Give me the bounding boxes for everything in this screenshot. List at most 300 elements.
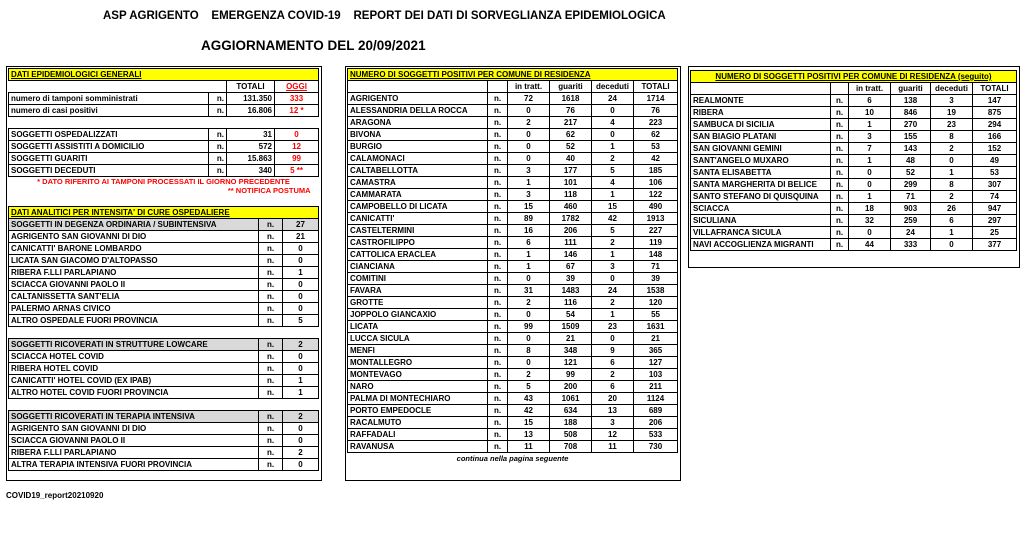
note-double-asterisk: ** NOTIFICA POSTUMA	[227, 186, 311, 195]
comune-row	[348, 393, 678, 405]
general-row	[9, 105, 319, 117]
general-row-n: n.	[209, 129, 227, 141]
comune-n: n.	[488, 249, 508, 261]
comune-totali: 490	[634, 201, 678, 213]
comune-row	[691, 215, 1017, 227]
general-row-n: n.	[209, 153, 227, 165]
comuni2-title: NUMERO DI SOGGETTI POSITIVI PER COMUNE DI RESIDENZA (seguito)	[691, 71, 1017, 83]
comune-totali: 689	[634, 405, 678, 417]
comune-row	[348, 237, 678, 249]
comune-name: MONTALLEGRO	[348, 357, 488, 369]
hospital-item-n: n.	[259, 423, 283, 435]
comune-in-tratt: 16	[508, 225, 550, 237]
hospital-item-label: RIBERA HOTEL COVID	[9, 363, 259, 375]
general-row-label: numero di tamponi somministrati	[9, 93, 209, 105]
hospital-item-n: n.	[259, 255, 283, 267]
comune-guariti: 54	[550, 309, 592, 321]
comune-row	[348, 441, 678, 453]
comune-deceduti: 8	[931, 179, 973, 191]
comune-in-tratt: 1	[849, 119, 891, 131]
comune-row	[691, 155, 1017, 167]
comune-n: n.	[831, 239, 849, 251]
comune-deceduti: 2	[931, 143, 973, 155]
hospital-item-n: n.	[259, 303, 283, 315]
comune-totali: 21	[634, 333, 678, 345]
hospital-item-value: 0	[283, 435, 319, 447]
comune-guariti: 101	[550, 177, 592, 189]
comune-n: n.	[831, 179, 849, 191]
comune-in-tratt: 2	[508, 297, 550, 309]
comune-row	[691, 143, 1017, 155]
comune-n: n.	[488, 153, 508, 165]
comune-guariti: 270	[891, 119, 931, 131]
comune-guariti: 1061	[550, 393, 592, 405]
hospital-item-row	[9, 255, 319, 267]
general-row-n: n.	[209, 165, 227, 177]
comune-in-tratt: 72	[508, 93, 550, 105]
comune-name: CAMMARATA	[348, 189, 488, 201]
comune-name: CALAMONACI	[348, 153, 488, 165]
comune-guariti: 52	[891, 167, 931, 179]
comune-row	[691, 107, 1017, 119]
comune-guariti: 903	[891, 203, 931, 215]
comune-row	[348, 249, 678, 261]
comune-n: n.	[488, 213, 508, 225]
comune-totali: 294	[973, 119, 1017, 131]
comune-row	[348, 273, 678, 285]
col-header-0: in tratt.	[849, 83, 891, 95]
comune-n: n.	[488, 393, 508, 405]
comune-name: NARO	[348, 381, 488, 393]
comune-guariti: 1782	[550, 213, 592, 225]
comune-totali: 39	[634, 273, 678, 285]
general-title: DATI EPIDEMIOLOGICI GENERALI	[9, 69, 319, 81]
comune-deceduti: 24	[592, 285, 634, 297]
hospital-item-label: AGRIGENTO SAN GIOVANNI DI DIO	[9, 423, 259, 435]
comune-deceduti: 3	[592, 417, 634, 429]
general-row-n: n.	[209, 93, 227, 105]
comune-n: n.	[488, 93, 508, 105]
comune-guariti: 76	[550, 105, 592, 117]
comune-row	[348, 189, 678, 201]
comune-in-tratt: 0	[508, 273, 550, 285]
comune-n: n.	[488, 261, 508, 273]
comune-n: n.	[488, 429, 508, 441]
hospital-item-n: n.	[259, 243, 283, 255]
col-header-2: deceduti	[592, 81, 634, 93]
comune-name: RAFFADALI	[348, 429, 488, 441]
update-date: AGGIORNAMENTO DEL 20/09/2021	[201, 38, 426, 53]
comune-row	[348, 165, 678, 177]
comune-in-tratt: 0	[508, 309, 550, 321]
hospital-item-row	[9, 435, 319, 447]
hospital-item-label: ALTRO HOTEL COVID FUORI PROVINCIA	[9, 387, 259, 399]
col-header-3: TOTALI	[634, 81, 678, 93]
comune-in-tratt: 7	[849, 143, 891, 155]
comune-row	[691, 95, 1017, 107]
general-row-n: n.	[209, 141, 227, 153]
comune-row	[348, 333, 678, 345]
comune-deceduti: 19	[931, 107, 973, 119]
comune-guariti: 348	[550, 345, 592, 357]
comune-name: LICATA	[348, 321, 488, 333]
comune-name: CANICATTI'	[348, 213, 488, 225]
hospital-item-label: SCIACCA HOTEL COVID	[9, 351, 259, 363]
comune-row	[348, 369, 678, 381]
col-totali: TOTALI	[227, 81, 275, 93]
comune-totali: 120	[634, 297, 678, 309]
comune-deceduti: 42	[592, 213, 634, 225]
comune-totali: 297	[973, 215, 1017, 227]
comune-totali: 148	[634, 249, 678, 261]
comune-deceduti: 15	[592, 201, 634, 213]
comune-name: RIBERA	[691, 107, 831, 119]
comune-totali: 223	[634, 117, 678, 129]
comune-name: CAMASTRA	[348, 177, 488, 189]
comune-totali: 307	[973, 179, 1017, 191]
comune-name: CATTOLICA ERACLEA	[348, 249, 488, 261]
hospital-item-n: n.	[259, 231, 283, 243]
hospital-item-n: n.	[259, 459, 283, 471]
comune-name: SANTA MARGHERITA DI BELICE	[691, 179, 831, 191]
comune-in-tratt: 0	[508, 333, 550, 345]
comune-deceduti: 0	[592, 129, 634, 141]
comune-n: n.	[488, 321, 508, 333]
comune-name: MENFI	[348, 345, 488, 357]
comune-row	[691, 191, 1017, 203]
continua-note: continua nella pagina seguente	[456, 454, 569, 463]
comune-guariti: 188	[550, 417, 592, 429]
comune-deceduti: 8	[931, 131, 973, 143]
comune-guariti: 21	[550, 333, 592, 345]
comune-in-tratt: 43	[508, 393, 550, 405]
comune-deceduti: 4	[592, 117, 634, 129]
comune-in-tratt: 1	[849, 191, 891, 203]
hospital-item-row	[9, 231, 319, 243]
hospital-item-label: ALTRO OSPEDALE FUORI PROVINCIA	[9, 315, 259, 327]
comune-totali: 74	[973, 191, 1017, 203]
comune-row	[691, 167, 1017, 179]
hospital-item-n: n.	[259, 351, 283, 363]
comune-guariti: 259	[891, 215, 931, 227]
comune-totali: 53	[634, 141, 678, 153]
comune-name: CIANCIANA	[348, 261, 488, 273]
comune-in-tratt: 8	[508, 345, 550, 357]
comuni-table	[347, 68, 678, 464]
comune-deceduti: 2	[592, 297, 634, 309]
comune-row	[348, 417, 678, 429]
comune-guariti: 111	[550, 237, 592, 249]
comune-in-tratt: 3	[849, 131, 891, 143]
col-header-2: deceduti	[931, 83, 973, 95]
hospital-item-value: 1	[283, 387, 319, 399]
comune-totali: 25	[973, 227, 1017, 239]
comune-n: n.	[488, 225, 508, 237]
comune-row	[348, 405, 678, 417]
comune-row	[348, 177, 678, 189]
comune-n: n.	[831, 227, 849, 239]
comune-name: JOPPOLO GIANCAXIO	[348, 309, 488, 321]
comune-in-tratt: 89	[508, 213, 550, 225]
comune-n: n.	[488, 273, 508, 285]
hospital-group-row	[9, 339, 319, 351]
hospital-group-row	[9, 411, 319, 423]
comune-name: FAVARA	[348, 285, 488, 297]
comune-deceduti: 11	[592, 441, 634, 453]
col-header-1: guariti	[891, 83, 931, 95]
comune-guariti: 708	[550, 441, 592, 453]
comune-guariti: 634	[550, 405, 592, 417]
comune-totali: 49	[973, 155, 1017, 167]
hospital-item-value: 0	[283, 363, 319, 375]
comune-n: n.	[488, 369, 508, 381]
general-row-n: n.	[209, 105, 227, 117]
hospital-item-n: n.	[259, 363, 283, 375]
comune-name: REALMONTE	[691, 95, 831, 107]
hospital-item-label: CANICATTI' HOTEL COVID (EX IPAB)	[9, 375, 259, 387]
comune-name: RACALMUTO	[348, 417, 488, 429]
comune-row	[348, 321, 678, 333]
comune-guariti: 217	[550, 117, 592, 129]
general-row-totali: 15.863	[227, 153, 275, 165]
comune-in-tratt: 6	[849, 95, 891, 107]
comune-in-tratt: 44	[849, 239, 891, 251]
report-header: ASP AGRIGENTO EMERGENZA COVID-19 REPORT DEI DATI DI SORVEGLIANZA EPIDEMIOLOGICA	[103, 10, 666, 22]
comune-in-tratt: 18	[849, 203, 891, 215]
comune-deceduti: 12	[592, 429, 634, 441]
comune-n: n.	[831, 167, 849, 179]
general-row	[9, 129, 319, 141]
comune-guariti: 846	[891, 107, 931, 119]
comune-n: n.	[831, 95, 849, 107]
comune-totali: 42	[634, 153, 678, 165]
comune-totali: 76	[634, 105, 678, 117]
comune-name: BURGIO	[348, 141, 488, 153]
comune-n: n.	[831, 107, 849, 119]
comune-row	[348, 357, 678, 369]
comune-in-tratt: 0	[849, 227, 891, 239]
comune-deceduti: 1	[592, 249, 634, 261]
comune-totali: 533	[634, 429, 678, 441]
general-row-label: SOGGETTI ASSISTITI A DOMICILIO	[9, 141, 209, 153]
comune-deceduti: 4	[592, 177, 634, 189]
hospital-item-row	[9, 303, 319, 315]
comune-n: n.	[488, 105, 508, 117]
hospital-item-row	[9, 363, 319, 375]
comune-totali: 103	[634, 369, 678, 381]
comune-row	[348, 141, 678, 153]
hospital-title: DATI ANALITICI PER INTENSITA' DI CURE OSPEDALIERE	[9, 207, 319, 219]
footer-code: COVID19_report20210920	[6, 491, 104, 500]
comune-name: SCIACCA	[691, 203, 831, 215]
hospital-item-value: 5	[283, 315, 319, 327]
hospital-item-row	[9, 351, 319, 363]
comune-totali: 206	[634, 417, 678, 429]
comune-guariti: 299	[891, 179, 931, 191]
comune-row	[691, 239, 1017, 251]
comune-n: n.	[488, 201, 508, 213]
comune-guariti: 52	[550, 141, 592, 153]
comune-name: BIVONA	[348, 129, 488, 141]
comune-n: n.	[488, 189, 508, 201]
comune-totali: 1714	[634, 93, 678, 105]
comune-n: n.	[831, 215, 849, 227]
hospital-item-label: AGRIGENTO SAN GIOVANNI DI DIO	[9, 231, 259, 243]
comune-deceduti: 6	[931, 215, 973, 227]
col-header-1: guariti	[550, 81, 592, 93]
comune-n: n.	[488, 345, 508, 357]
hospital-item-label: SCIACCA GIOVANNI PAOLO II	[9, 279, 259, 291]
general-row-totali: 572	[227, 141, 275, 153]
comune-guariti: 1483	[550, 285, 592, 297]
comune-totali: 730	[634, 441, 678, 453]
hospital-item-row	[9, 387, 319, 399]
comune-guariti: 206	[550, 225, 592, 237]
comune-row	[348, 201, 678, 213]
hospital-item-value: 0	[283, 255, 319, 267]
comune-deceduti: 9	[592, 345, 634, 357]
comune-deceduti: 2	[592, 237, 634, 249]
hospital-item-row	[9, 375, 319, 387]
hospital-item-value: 1	[283, 375, 319, 387]
comune-name: COMITINI	[348, 273, 488, 285]
general-row-label: SOGGETTI GUARITI	[9, 153, 209, 165]
comune-guariti: 116	[550, 297, 592, 309]
general-row	[9, 153, 319, 165]
comune-n: n.	[488, 405, 508, 417]
comune-row	[691, 179, 1017, 191]
hospital-item-n: n.	[259, 267, 283, 279]
comune-deceduti: 1	[592, 309, 634, 321]
hospital-group-label: SOGGETTI IN DEGENZA ORDINARIA / SUBINTENSIVA	[9, 219, 259, 231]
note-asterisk: * DATO RIFERITO AI TAMPONI PROCESSATI IL GIORNO PRECEDENTE	[37, 177, 290, 186]
comune-in-tratt: 1	[508, 249, 550, 261]
hospital-group-n: n.	[259, 411, 283, 423]
hospital-item-label: ALTRA TERAPIA INTENSIVA FUORI PROVINCIA	[9, 459, 259, 471]
general-row-oggi: 12	[275, 141, 319, 153]
comune-in-tratt: 99	[508, 321, 550, 333]
comune-in-tratt: 0	[849, 167, 891, 179]
comune-name: AGRIGENTO	[348, 93, 488, 105]
comune-name: SICULIANA	[691, 215, 831, 227]
comune-row	[691, 203, 1017, 215]
comune-guariti: 67	[550, 261, 592, 273]
comune-totali: 185	[634, 165, 678, 177]
comune-in-tratt: 0	[508, 129, 550, 141]
comune-row	[348, 297, 678, 309]
comune-deceduti: 26	[931, 203, 973, 215]
comune-deceduti: 0	[592, 105, 634, 117]
comune-name: ARAGONA	[348, 117, 488, 129]
comune-deceduti: 6	[592, 357, 634, 369]
comune-name: CAMPOBELLO DI LICATA	[348, 201, 488, 213]
comune-deceduti: 2	[931, 191, 973, 203]
general-row-oggi: 99	[275, 153, 319, 165]
comune-in-tratt: 0	[508, 141, 550, 153]
comune-totali: 71	[634, 261, 678, 273]
comune-n: n.	[831, 119, 849, 131]
hospital-item-value: 21	[283, 231, 319, 243]
general-row-totali: 31	[227, 129, 275, 141]
comune-deceduti: 23	[592, 321, 634, 333]
comune-row	[691, 131, 1017, 143]
comune-n: n.	[488, 417, 508, 429]
hospital-item-value: 1	[283, 267, 319, 279]
hospital-item-row	[9, 267, 319, 279]
comune-totali: 127	[634, 357, 678, 369]
comune-deceduti: 0	[931, 155, 973, 167]
comune-row	[691, 227, 1017, 239]
comune-totali: 147	[973, 95, 1017, 107]
comune-n: n.	[831, 143, 849, 155]
comune-totali: 1124	[634, 393, 678, 405]
general-row	[9, 93, 319, 105]
comune-deceduti: 3	[931, 95, 973, 107]
general-row-oggi: 0	[275, 129, 319, 141]
comune-deceduti: 5	[592, 225, 634, 237]
general-row-label: SOGGETTI OSPEDALIZZATI	[9, 129, 209, 141]
comune-n: n.	[488, 177, 508, 189]
hospital-item-value: 0	[283, 459, 319, 471]
comune-guariti: 200	[550, 381, 592, 393]
comune-in-tratt: 15	[508, 201, 550, 213]
comune-guariti: 48	[891, 155, 931, 167]
comune-name: SANT'ANGELO MUXARO	[691, 155, 831, 167]
comune-totali: 119	[634, 237, 678, 249]
hospital-item-value: 2	[283, 447, 319, 459]
comune-n: n.	[831, 131, 849, 143]
comune-in-tratt: 0	[508, 105, 550, 117]
comune-deceduti: 6	[592, 381, 634, 393]
col-oggi: OGGI	[275, 81, 319, 93]
comune-totali: 53	[973, 167, 1017, 179]
comune-totali: 62	[634, 129, 678, 141]
hospital-item-value: 0	[283, 423, 319, 435]
hospital-item-row	[9, 279, 319, 291]
general-row-totali: 131.350	[227, 93, 275, 105]
hospital-item-row	[9, 243, 319, 255]
comune-guariti: 138	[891, 95, 931, 107]
comune-name: RAVANUSA	[348, 441, 488, 453]
comune-name: CALTABELLOTTA	[348, 165, 488, 177]
hospital-group-value: 2	[283, 411, 319, 423]
comune-name: SAN GIOVANNI GEMINI	[691, 143, 831, 155]
comune-name: PALMA DI MONTECHIARO	[348, 393, 488, 405]
comune-name: GROTTE	[348, 297, 488, 309]
hospital-item-label: PALERMO ARNAS CIVICO	[9, 303, 259, 315]
comune-in-tratt: 42	[508, 405, 550, 417]
hospital-group-value: 27	[283, 219, 319, 231]
hospital-item-row	[9, 447, 319, 459]
comune-deceduti: 1	[931, 167, 973, 179]
hospital-item-label: RIBERA F.LLI PARLAPIANO	[9, 447, 259, 459]
comune-totali: 166	[973, 131, 1017, 143]
hospital-item-n: n.	[259, 447, 283, 459]
hospital-item-value: 0	[283, 243, 319, 255]
general-table	[8, 68, 319, 195]
general-row	[9, 165, 319, 177]
comune-totali: 377	[973, 239, 1017, 251]
comune-row	[348, 93, 678, 105]
comune-deceduti: 0	[592, 273, 634, 285]
hospital-item-n: n.	[259, 387, 283, 399]
comune-totali: 947	[973, 203, 1017, 215]
comune-name: SAN BIAGIO PLATANI	[691, 131, 831, 143]
comune-n: n.	[488, 381, 508, 393]
comune-in-tratt: 2	[508, 117, 550, 129]
comune-name: SAMBUCA DI SICILIA	[691, 119, 831, 131]
comune-totali: 1631	[634, 321, 678, 333]
